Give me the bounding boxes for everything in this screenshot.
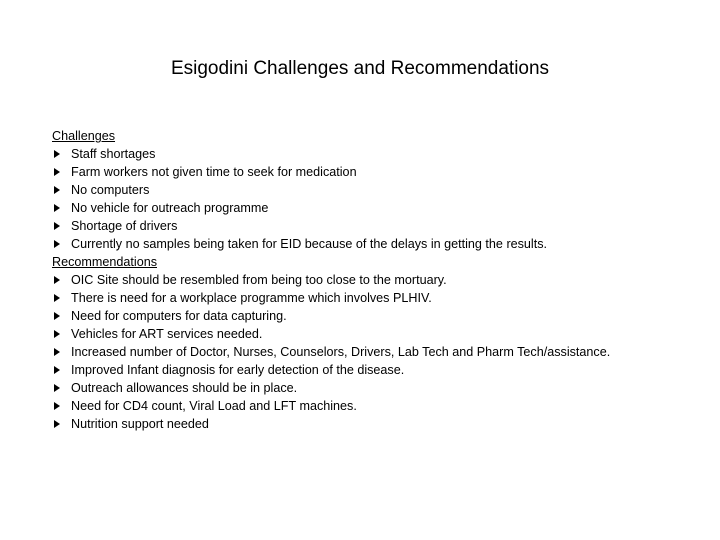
challenges-list <box>52 145 692 253</box>
list-item-text: No computers <box>71 183 150 197</box>
list-item <box>52 343 692 361</box>
triangle-right-icon <box>54 204 60 212</box>
list-item <box>52 415 692 433</box>
triangle-right-icon <box>54 402 60 410</box>
list-item <box>52 217 692 235</box>
list-item-text: Outreach allowances should be in place. <box>71 381 298 395</box>
slide-content <box>52 127 692 433</box>
list-item <box>52 145 692 163</box>
list-item-text: There is need for a workplace programme which involves PLHIV. <box>71 291 432 305</box>
triangle-right-icon <box>54 150 60 158</box>
list-item <box>52 361 692 379</box>
list-item-text: Farm workers not given time to seek for medication <box>71 165 357 179</box>
triangle-right-icon <box>54 330 60 338</box>
list-item <box>52 379 692 397</box>
recommendations-heading: Recommendations <box>52 255 157 269</box>
list-item <box>52 307 692 325</box>
list-item-text: Staff shortages <box>71 147 156 161</box>
triangle-right-icon <box>54 186 60 194</box>
list-item-text: Shortage of drivers <box>71 219 178 233</box>
triangle-right-icon <box>54 294 60 302</box>
list-item <box>52 235 692 253</box>
challenges-heading: Challenges <box>52 129 116 143</box>
list-item <box>52 289 692 307</box>
list-item-text: OIC Site should be resembled from being too close to the mortuary. <box>71 273 447 287</box>
triangle-right-icon <box>54 420 60 428</box>
triangle-right-icon <box>54 222 60 230</box>
list-item <box>52 397 692 415</box>
triangle-right-icon <box>54 240 60 248</box>
triangle-right-icon <box>54 168 60 176</box>
list-item-text: Nutrition support needed <box>71 417 209 431</box>
list-item <box>52 163 692 181</box>
list-item <box>52 271 692 289</box>
triangle-right-icon <box>54 384 60 392</box>
slide-title: Esigodini Challenges and Recommendations <box>170 58 550 79</box>
triangle-right-icon <box>54 348 60 356</box>
list-item-text: Need for computers for data capturing. <box>71 309 287 323</box>
triangle-right-icon <box>54 276 60 284</box>
triangle-right-icon <box>54 312 60 320</box>
list-item-text: Increased number of Doctor, Nurses, Counselors, Drivers, Lab Tech and Pharm Tech/assistance. <box>71 345 611 359</box>
list-item-text: Currently no samples being taken for EID because of the delays in getting the results. <box>71 237 548 251</box>
list-item-text: No vehicle for outreach programme <box>71 201 269 215</box>
list-item-text: Improved Infant diagnosis for early detection of the disease. <box>71 363 405 377</box>
triangle-right-icon <box>54 366 60 374</box>
list-item-text: Vehicles for ART services needed. <box>71 327 263 341</box>
list-item <box>52 325 692 343</box>
list-item <box>52 199 692 217</box>
list-item <box>52 181 692 199</box>
list-item-text: Need for CD4 count, Viral Load and LFT machines. <box>71 399 357 413</box>
recommendations-list <box>52 271 692 433</box>
